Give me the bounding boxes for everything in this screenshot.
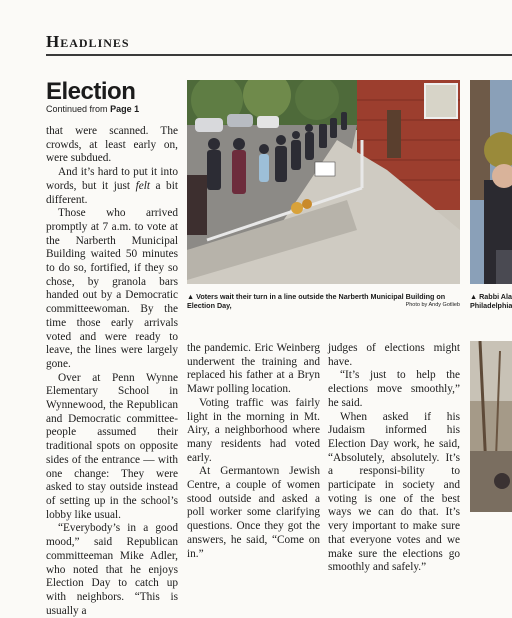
section-rule	[46, 54, 512, 56]
paragraph: And it’s hard to put it into words, but it just felt a bit different.	[46, 166, 178, 206]
caption-2-line-1: ▲ Rabbi Ala	[470, 293, 512, 301]
photo-caption: ▲ Voters wait their turn in a line outside the Narberth Municipal Building on Election Day,	[187, 292, 446, 310]
paragraph: Those who arrived promptly at 7 a.m. to vote at the Narberth Municipal Building waited 50 minutes to do so, fortified, if they so chose, by granola bars handed out by a Democratic committeewoman. By the time those early arrivals voted and were ready to leave, the lines were largely gone.	[46, 207, 178, 370]
article-headline: Election	[46, 78, 136, 105]
photo-caption-2	[470, 293, 512, 310]
paragraph: the pandemic. Eric Weinberg underwent the training and replaced his father at a Bryn Mawr polling location.	[187, 342, 320, 396]
photo-credit: Photo by Andy Gotlieb	[405, 302, 460, 308]
street-photo	[470, 341, 512, 512]
paragraph: that were scanned. The crowds, at least early on, were subdued.	[46, 125, 178, 165]
paragraph: When asked if his Judaism informed his Election Day work, he said, “Absolutely, absolutely. It’s a responsi-bility to participate in society and voting is one of the best ways we can do that. It’s very important to make sure that everyone votes and we make sure the elections go smoothly and safely.”	[328, 410, 460, 574]
paragraph: “It’s just to help the elections move smoothly,” he said.	[328, 369, 460, 409]
caption-2-line-2: Philadelphia	[470, 300, 512, 310]
paragraph: Over at Penn Wynne Elementary School in Wynnewood, the Republican and Democratic committee-people assumed their traditional spots on opposite sides of the entrance — with one change: They were asked to stay outside instead of setting up in the school’s lobby like usual.	[46, 371, 178, 521]
paragraph: At Germantown Jewish Centre, a couple of women stood outside and asked a poll worker some clarifying questions. Once they got the answers, he said, “Come on in.”	[187, 465, 320, 560]
paragraph: “Everybody’s in a good mood,” said Republican committeeman Mike Adler, who noted that he enjoys Election Day to catch up with neighbors. “This is usually a	[46, 522, 178, 617]
continued-prefix: Continued from	[46, 104, 108, 114]
text-column-1	[46, 125, 178, 618]
section-header: Headlines	[46, 32, 130, 51]
continued-from	[46, 104, 139, 114]
continued-page: Page 1	[110, 104, 140, 114]
paragraph: judges of elections might have.	[328, 342, 460, 368]
rabbi-photo	[470, 80, 512, 284]
text-column-2	[187, 342, 320, 561]
paragraph: Voting traffic was fairly light in the morning in Mt. Airy, a neighborhood where many residents had voted early.	[187, 396, 320, 464]
text-column-3	[328, 342, 460, 575]
voters-line-photo	[187, 80, 460, 284]
